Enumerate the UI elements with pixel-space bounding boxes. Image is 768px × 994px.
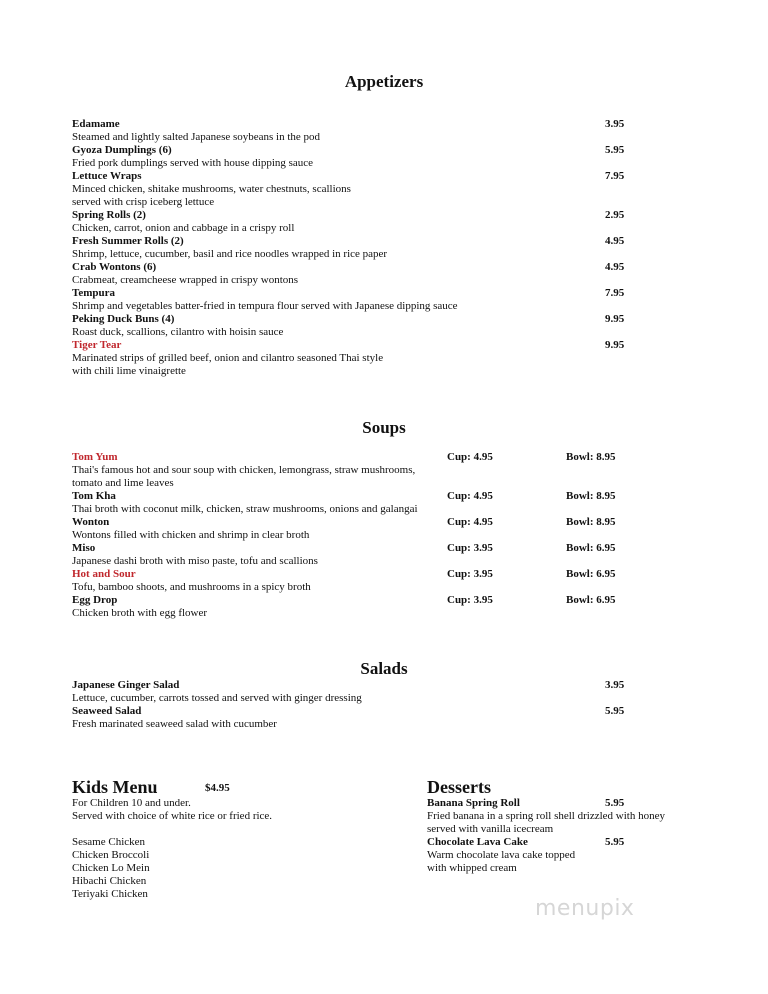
item-description: Tofu, bamboo shoots, and mushrooms in a spicy broth	[72, 581, 311, 593]
kids-item: Hibachi Chicken	[72, 875, 147, 887]
menu-line	[72, 170, 672, 183]
menu-line	[72, 888, 402, 901]
kids-note: Served with choice of white rice or fried rice.	[72, 810, 273, 822]
item-price: 4.95	[605, 235, 625, 247]
item-price: 9.95	[605, 339, 625, 351]
menu-line	[72, 326, 672, 339]
menu-line	[72, 503, 672, 516]
item-name: Japanese Ginger Salad	[72, 679, 180, 691]
menu-line	[427, 849, 727, 862]
cup-price: Cup: 3.95	[447, 568, 493, 580]
menu-line	[72, 490, 672, 503]
desserts-list	[427, 797, 727, 875]
soups-heading: Soups	[362, 418, 406, 437]
kids-menu-heading: Kids Menu	[72, 777, 158, 797]
menu-line	[72, 451, 672, 464]
bowl-price: Bowl: 8.95	[566, 490, 616, 502]
salads-heading: Salads	[360, 659, 408, 678]
item-name: Lettuce Wraps	[72, 170, 142, 182]
item-name: Fresh Summer Rolls (2)	[72, 235, 184, 247]
cup-price: Cup: 3.95	[447, 594, 493, 606]
menu-line	[72, 862, 402, 875]
cup-price: Cup: 4.95	[447, 516, 493, 528]
menu-line	[72, 209, 672, 222]
item-description: Chicken, carrot, onion and cabbage in a crispy roll	[72, 222, 295, 234]
menu-line	[72, 797, 402, 810]
menu-line	[427, 810, 727, 823]
menu-line	[72, 365, 672, 378]
soups-list	[72, 451, 672, 620]
menu-line	[72, 705, 672, 718]
menu-line	[72, 581, 672, 594]
item-name: Tom Kha	[72, 490, 116, 502]
item-price: 7.95	[605, 170, 625, 182]
item-name: Edamame	[72, 118, 120, 130]
item-name: Egg Drop	[72, 594, 118, 606]
salads-list	[72, 679, 672, 731]
item-description: Fried pork dumplings served with house dipping sauce	[72, 157, 314, 169]
menu-line	[72, 261, 672, 274]
menu-line	[427, 836, 727, 849]
item-name: Gyoza Dumplings (6)	[72, 144, 172, 156]
menu-line	[72, 718, 672, 731]
item-price: 5.95	[605, 705, 625, 717]
kids-item: Chicken Broccoli	[72, 849, 150, 861]
item-name: Seaweed Salad	[72, 705, 142, 717]
item-name: Tempura	[72, 287, 115, 299]
menu-line	[72, 529, 672, 542]
item-description: Marinated strips of grilled beef, onion and cilantro seasoned Thai style	[72, 352, 384, 364]
item-description: Fresh marinated seaweed salad with cucumber	[72, 718, 277, 730]
menu-line	[72, 810, 402, 823]
menu-line	[72, 555, 672, 568]
item-price: 3.95	[605, 679, 625, 691]
menu-line	[72, 157, 672, 170]
menu-line	[72, 274, 672, 287]
kids-menu-list	[72, 797, 402, 901]
item-name: Wonton	[72, 516, 110, 528]
menu-line	[72, 849, 402, 862]
item-price: 5.95	[605, 836, 625, 848]
menu-line	[72, 222, 672, 235]
item-name: Peking Duck Buns (4)	[72, 313, 175, 325]
menu-line	[72, 248, 672, 261]
item-description: Thai broth with coconut milk, chicken, straw mushrooms, onions and galangai	[72, 503, 418, 515]
bowl-price: Bowl: 8.95	[566, 516, 616, 528]
menu-line	[72, 875, 402, 888]
item-description: Warm chocolate lava cake topped	[427, 849, 576, 861]
menu-line	[72, 692, 672, 705]
menu-line	[427, 862, 727, 875]
kids-note: For Children 10 and under.	[72, 797, 191, 809]
item-description: Fried banana in a spring roll shell drizzled with honey	[427, 810, 665, 822]
item-description: with whipped cream	[427, 862, 517, 874]
menupix-watermark: menupix	[535, 896, 635, 921]
item-name: Hot and Sour	[72, 568, 136, 580]
item-description: with chili lime vinaigrette	[72, 365, 186, 377]
menu-line	[72, 300, 672, 313]
appetizers-list	[72, 118, 672, 378]
menu-line	[72, 679, 672, 692]
item-name: Miso	[72, 542, 96, 554]
item-description: Lettuce, cucumber, carrots tossed and served with ginger dressing	[72, 692, 362, 704]
kids-item: Teriyaki Chicken	[72, 888, 148, 900]
item-description: Shrimp and vegetables batter-fried in tempura flour served with Japanese dipping sauce	[72, 300, 458, 312]
item-price: 7.95	[605, 287, 625, 299]
menu-line	[72, 235, 672, 248]
menu-line	[72, 339, 672, 352]
menu-line	[72, 568, 672, 581]
menu-line	[72, 196, 672, 209]
item-description: Chicken broth with egg flower	[72, 607, 208, 619]
menu-line	[72, 144, 672, 157]
menu-line	[72, 594, 672, 607]
menu-line	[72, 542, 672, 555]
kids-menu-price: $4.95	[205, 782, 230, 794]
desserts-heading: Desserts	[427, 777, 491, 797]
menu-line	[72, 477, 672, 490]
menu-line	[72, 131, 672, 144]
appetizers-heading: Appetizers	[344, 72, 424, 91]
item-description: Roast duck, scallions, cilantro with hoisin sauce	[72, 326, 284, 338]
item-name: Chocolate Lava Cake	[427, 836, 528, 848]
item-description: Minced chicken, shitake mushrooms, water chestnuts, scallions	[72, 183, 351, 195]
item-name: Tiger Tear	[72, 339, 122, 351]
item-description: Steamed and lightly salted Japanese soybeans in the pod	[72, 131, 321, 143]
kids-item: Chicken Lo Mein	[72, 862, 150, 874]
item-description: served with crisp iceberg lettuce	[72, 196, 215, 208]
item-description: Thai's famous hot and sour soup with chicken, lemongrass, straw mushrooms,	[72, 464, 416, 476]
menu-line	[72, 183, 672, 196]
item-price: 5.95	[605, 144, 625, 156]
item-description: served with vanilla icecream	[427, 823, 554, 835]
menu-line	[427, 823, 727, 836]
item-price: 3.95	[605, 118, 625, 130]
menu-line	[72, 516, 672, 529]
item-name: Crab Wontons (6)	[72, 261, 157, 273]
item-description: Crabmeat, creamcheese wrapped in crispy wontons	[72, 274, 299, 286]
menu-line	[427, 797, 727, 810]
item-description: tomato and lime leaves	[72, 477, 174, 489]
item-name: Tom Yum	[72, 451, 118, 463]
menu-line	[72, 464, 672, 477]
cup-price: Cup: 4.95	[447, 451, 493, 463]
menu-line	[72, 313, 672, 326]
item-price: 9.95	[605, 313, 625, 325]
item-description: Shrimp, lettuce, cucumber, basil and rice noodles wrapped in rice paper	[72, 248, 388, 260]
bowl-price: Bowl: 6.95	[566, 594, 616, 606]
bowl-price: Bowl: 6.95	[566, 568, 616, 580]
cup-price: Cup: 3.95	[447, 542, 493, 554]
item-price: 5.95	[605, 797, 625, 809]
menu-line	[72, 118, 672, 131]
item-price: 4.95	[605, 261, 625, 273]
bowl-price: Bowl: 6.95	[566, 542, 616, 554]
cup-price: Cup: 4.95	[447, 490, 493, 502]
bowl-price: Bowl: 8.95	[566, 451, 616, 463]
menu-line	[72, 287, 672, 300]
item-description: Japanese dashi broth with miso paste, tofu and scallions	[72, 555, 318, 567]
item-name: Banana Spring Roll	[427, 797, 520, 809]
kids-item: Sesame Chicken	[72, 836, 146, 848]
item-price: 2.95	[605, 209, 625, 221]
menu-line	[72, 836, 402, 849]
menu-line	[72, 607, 672, 620]
item-description: Wontons filled with chicken and shrimp in clear broth	[72, 529, 310, 541]
menu-line	[72, 352, 672, 365]
item-name: Spring Rolls (2)	[72, 209, 146, 221]
